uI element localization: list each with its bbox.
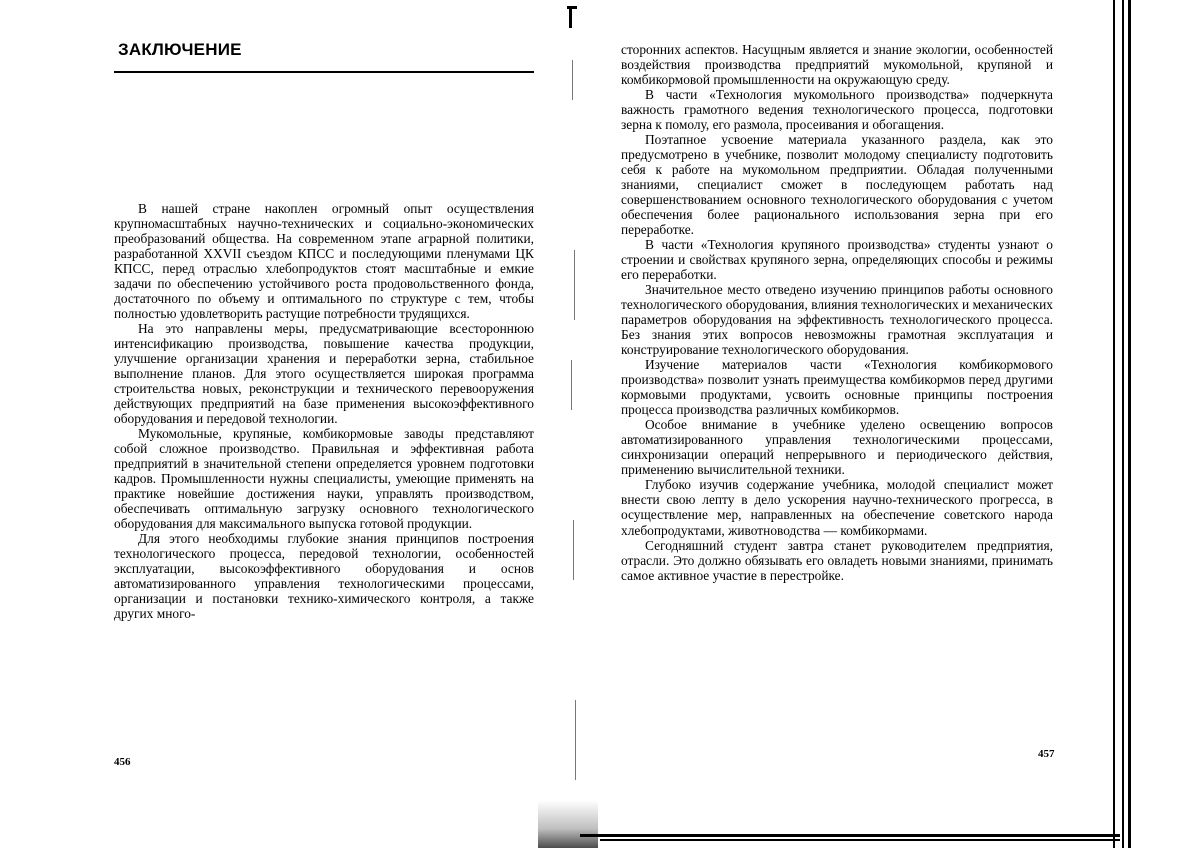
page-bottom-edge (600, 839, 1120, 841)
paragraph: Особое внимание в учебнике уделено освещению вопросов автоматизированного управления технологи­ческими процессами, синхронизации операций непре­рывного и периодического действия, применению вы­числительной техники. (621, 417, 1053, 477)
book-spread (0, 0, 1200, 848)
paragraph: Сегодняшний студент завтра станет руководителем предприятия, отрасли. Это должно обязывать его овла­деть новыми знаниями, принимать самое активное участие в перестройке. (621, 538, 1053, 583)
paragraph: Изучение материалов части «Технология комбикормо­вого производства» позволит узнать преимущества ком­бикормов перед другими кормовыми продуктами, усвоить основные принципы построения процесса производства различных комбикормов. (621, 357, 1053, 417)
paragraph: На это направлены меры, предусматривающие все­стороннюю интенсификацию производства, повышение качества продукции, улучшение организации хранения и переработки зерна, стабильное выполнение планов. Для этого осуществляется широкая программа строи­тельства новых, реконструкции и технического перево­оружения действующих предприятий на базе применения высокоэффективного оборудования и передовой тех­нологии. (114, 321, 534, 426)
paragraph: В части «Технология мукомольного производства» подчеркнута важность грамотного ведения технологи­ческого процесса, подготовки зерна к помолу, его размола, просеивания и обогащения. (621, 87, 1053, 132)
book-edge-line (1128, 0, 1131, 848)
paragraph: Поэтапное усвоение материала указанного раздела, как это предусмотрено в учебнике, позволит молодому специалисту подготовить себя к работе на мукомольном предприятии. Обладая полученными знаниями, специалист сможет в последующем работать над совершенствованием основного технологического оборудования с учетом обес­печения более рационального использования зерна при его переработке. (621, 132, 1053, 237)
right-page (580, 0, 1200, 848)
book-edge-line (1113, 0, 1115, 848)
gutter-speck (574, 250, 575, 320)
gutter-scan-mark (567, 6, 577, 9)
page-number-right: 457 (1038, 748, 1055, 760)
page-bottom-edge (580, 834, 1120, 837)
paragraph: Значительное место отведено изучению принципов работы основного технологического оборудования, влия­ния технологических и механических параметров обору­дования на эффективность технологического процесса. Без знания этих вопросов невозможны грамотная эксплуа­тация и конструирование технологического оборудования. (621, 282, 1053, 357)
paragraph: Глубоко изучив содержание учебника, молодой спе­циалист может внести свою лепту в дело ускорения научно-технического прогресса, в осуществление мер, направленных на обеспечение советского народа хлебо­продуктами, животноводства — комбикормами. (621, 477, 1053, 537)
paragraph: Для этого необходимы глубокие знания принципов построения технологического процесса, передовой техно­логии, особенностей эксплуатации, высокоэффективного оборудования и основ автоматизированного управления технологическими процессами, организации и постановки технико-химического контроля, а также других много- (114, 531, 534, 621)
left-text-column (114, 201, 534, 621)
paragraph: Мукомольные, крупяные, комбикормовые заводы представляют собой сложное производство. Правильная и эффективная работа предприятий в значительной сте­пени определяется уровнем подготовки кадров. Про­мышленности нужны специалисты, умеющие применять на практике новейшие достижения науки, управлять производством, обеспечивать оптимальную загрузку основного технологического оборудования для макси­мального выпуска готовой продукции. (114, 426, 534, 531)
right-text-column (621, 42, 1053, 583)
title-underline (114, 71, 534, 73)
page-number-left: 456 (114, 756, 131, 768)
chapter-title: ЗАКЛЮЧЕНИЕ (118, 40, 242, 60)
left-page (0, 0, 575, 848)
book-edge-line (1122, 0, 1124, 848)
paragraph: В нашей стране накоплен огромный опыт осуществ­ления крупномасштабных научно-технических и социаль­но-экономических преобразований общества. На совре­менном этапе аграрной политики, разработанной XXVII съез­дом КПСС и последующими пленумами ЦК КПСС, перед отраслью хлебопродуктов стоят масштабные и емкие задачи по обеспечению устойчивого роста про­довольственного фонда, достаточного по объему и опти­мального по структуре с тем, чтобы полностью удовлет­ворить растущие потребности трудящихся. (114, 201, 534, 321)
paragraph: В части «Технология крупяного производства» сту­денты узнают о строении и свойствах крупяного зерна, определяющих способы и режимы его переработки. (621, 237, 1053, 282)
gutter-scan-mark (569, 6, 572, 28)
gutter-speck (571, 360, 572, 410)
paragraph-continuation: сторонних аспектов. Насущным является и знание экологии, особенностей воздействия производства пред­приятий мукомольной, крупяной и комбикормовой про­мышленности на окружающую среду. (621, 42, 1053, 87)
gutter-speck (572, 60, 573, 100)
gutter-speck (573, 520, 574, 580)
gutter-speck (575, 700, 576, 780)
